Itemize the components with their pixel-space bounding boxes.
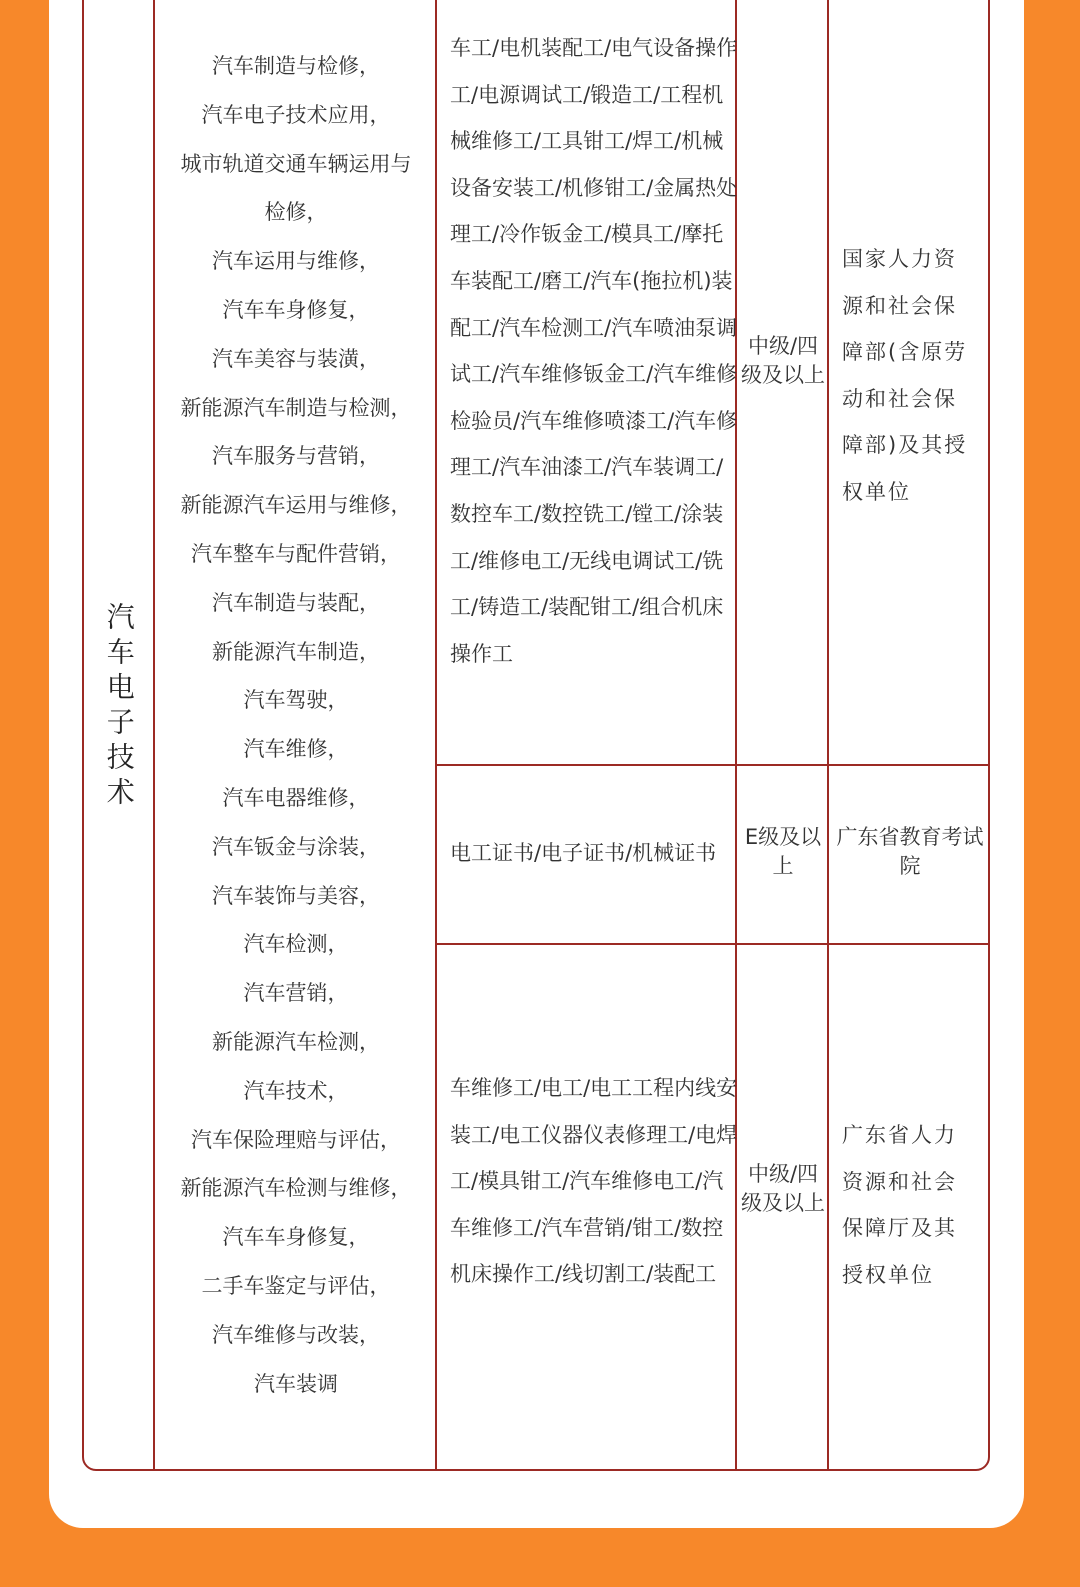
list-item: 汽车维修， xyxy=(243,737,349,762)
column-divider xyxy=(827,0,829,1469)
certificate-table xyxy=(82,0,990,1471)
list-item: 汽车电子技术应用， xyxy=(201,102,391,127)
list-item: 新能源汽车运用与维修， xyxy=(180,493,412,518)
row-3-level: 中级/四级及以上 xyxy=(741,1162,825,1215)
list-item: 新能源汽车检测， xyxy=(212,1029,380,1054)
list-item: 汽车车身修复， xyxy=(222,1225,370,1250)
list-item: 汽车美容与装潢， xyxy=(212,346,380,371)
list-item: 汽车服务与营销， xyxy=(212,444,380,469)
list-item: 城市轨道交通车辆运用与 xyxy=(180,151,412,176)
row-3-issuer: 广东省人力资源和社会保障厅及其授权单位 xyxy=(842,1123,957,1287)
list-item: 汽车装调 xyxy=(254,1371,338,1396)
row-2-certificates: 电工证书/电子证书/机械证书 xyxy=(450,841,717,865)
list-item: 汽车保险理赔与评估， xyxy=(191,1127,401,1152)
list-item: 汽车整车与配件营销， xyxy=(191,541,401,566)
row-1-issuer: 国家人力资源和社会保障部(含原劳动和社会保障部)及其授权单位 xyxy=(842,247,968,504)
row-divider xyxy=(435,943,988,945)
list-item: 汽车驾驶， xyxy=(243,688,349,713)
list-item: 新能源汽车检测与维修， xyxy=(180,1176,412,1201)
row-1-level: 中级/四级及以上 xyxy=(741,334,825,387)
list-item: 汽车电器维修， xyxy=(222,785,370,810)
related-majors-list xyxy=(156,42,436,1408)
major-category-text: 汽车电子技术 xyxy=(102,602,136,812)
list-item: 二手车鉴定与评估， xyxy=(201,1273,391,1298)
row-3-certificates: 车维修工/电工/电工工程内线安装工/电工仪器仪表修理工/电焊工/模具钳工/汽车维修电工/汽车维修工/汽车营销/钳工/数控机床操作工/线切割工/装配工 xyxy=(450,1076,738,1287)
list-item: 汽车维修与改装， xyxy=(212,1322,380,1347)
row-divider xyxy=(435,764,988,766)
row-2-level: E级及以上 xyxy=(744,825,822,878)
list-item: 汽车装饰与美容， xyxy=(212,883,380,908)
list-item: 汽车营销， xyxy=(243,981,349,1006)
major-category-cell xyxy=(84,602,154,812)
list-item: 汽车制造与检修， xyxy=(212,54,380,78)
row-2-issuer: 广东省教育考试院 xyxy=(836,825,984,878)
row-1-certificates: 车工/电机装配工/电气设备操作工/电源调试工/锻造工/工程机械维修工/工具钳工/焊工/机械设备安装工/机修钳工/金属热处理工/冷作钣金工/模具工/摩托车装配工/磨工/汽车(拖拉机)装配工/汽车检测工/汽车喷油泵调试工/汽车维修钣金工/汽车维修检验员/汽车维修喷漆工/汽车修理工/汽车油漆工/汽车装调工/数控车工/数控铣工/镗工/涂装工/维修电工/无线电调试工/铣工/铸造工/装配钳工/组合机床操作工 xyxy=(450,36,738,666)
list-item: 汽车运用与维修， xyxy=(212,249,380,274)
list-item: 汽车制造与装配， xyxy=(212,590,380,615)
list-item: 新能源汽车制造， xyxy=(212,639,380,664)
list-item: 检修， xyxy=(264,200,328,225)
list-item: 汽车检测， xyxy=(243,932,349,957)
list-item: 汽车技术， xyxy=(243,1078,349,1103)
list-item: 新能源汽车制造与检测， xyxy=(180,395,412,420)
list-item: 汽车钣金与涂装， xyxy=(212,834,380,859)
list-item: 汽车车身修复， xyxy=(222,297,370,322)
